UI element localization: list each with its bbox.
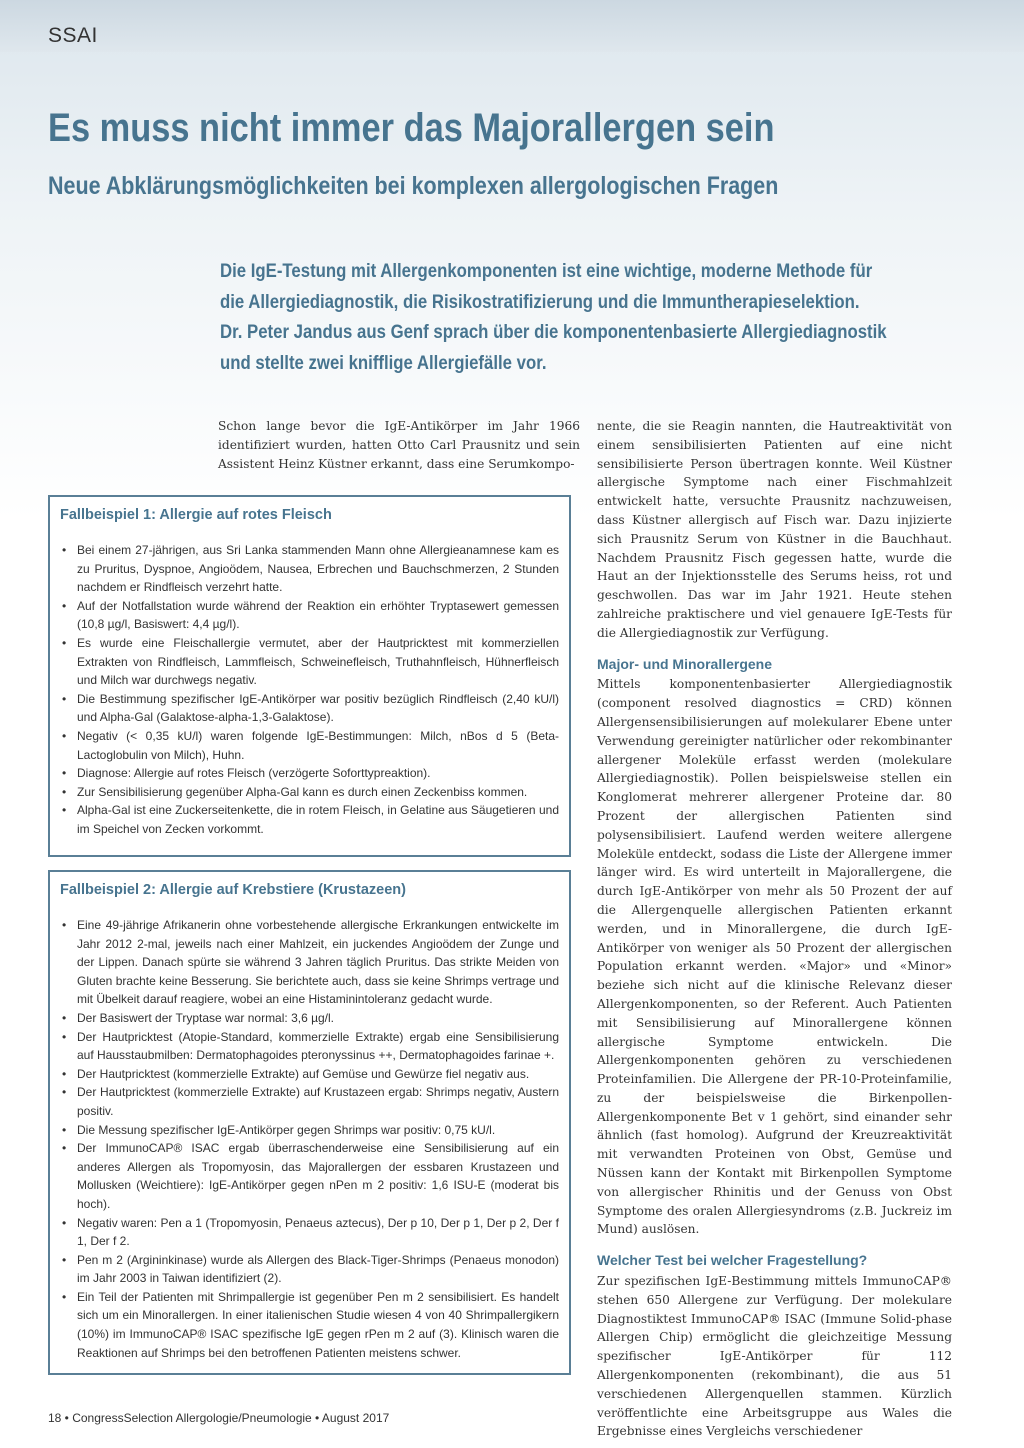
case-box-2 [48, 870, 571, 1375]
list-item: • Negativ (< 0,35 kU/l) waren folgende IgE-Bestimmungen: Milch, nBos d 5 (Beta-Lactoglobulin von Milch), Huhn. [60, 727, 559, 764]
page-footer: 18 • CongressSelection Allergologie/Pneumologie • August 2017 [48, 1411, 390, 1425]
list-item: • Pen m 2 (Argininkinase) wurde als Allergen des Black-Tiger-Shrimps (Penaeus monodon) im Jahr 2003 in Taiwan identifiziert (2). [60, 1251, 559, 1288]
article-title: Es muss nicht immer das Majorallergen sein [48, 106, 775, 150]
case-box-title: Fallbeispiel 1: Allergie auf rotes Fleisch [60, 507, 332, 523]
list-item: • Die Messung spezifischer IgE-Antikörper gegen Shrimps war positiv: 0,75 kU/l. [60, 1121, 559, 1140]
list-item: • Negativ waren: Pen a 1 (Tropomyosin, Penaeus aztecus), Der p 10, Der p 1, Der p 2, Der f 1, Der f 2. [60, 1214, 559, 1251]
list-item: • Der Hautpricktest (kommerzielle Extrakte) auf Gemüse und Gewürze fiel negativ aus. [60, 1065, 559, 1084]
list-item: • Der ImmunoCAP® ISAC ergab überraschenderweise eine Sensibilisierung auf ein anderes Allergen als Tropomyosin, das Majorallergen der essbaren Krustazeen und Mollusken (Weichtiere): IgE-Antikörper gegen nPen m 2 positiv: 1,6 ISU-E (moderat bis hoch). [60, 1139, 559, 1213]
list-item: • Zur Sensibilisierung gegenüber Alpha-Gal kann es durch einen Zeckenbiss kommen. [60, 783, 559, 802]
case-box-list [60, 916, 559, 1362]
case-box-title: Fallbeispiel 2: Allergie auf Krebstiere (Krustazeen) [60, 882, 406, 898]
body-paragraph: nente, die sie Reagin nannten, die Hautreaktivität von einem sensibilisierten Patienten auf eine nicht sensibilisierte Person übertragen konnte. Weil Küstner allergische Symptome nach einer Fischmahlzeit entwickelt hatte, versuchte Prausnitz nachzuweisen, dass Küstner allergisch auf Fisch war. Dazu injizierte sich Prausnitz Serum von Küstner in die Bauchhaut. Nachdem Prausnitz Fisch gegessen hatte, wurde die Haut an der Injektionsstelle des Serums heiss, rot und geschwollen. Das war im Jahr 1921. Heute stehen zahlreiche praktischere und viel genauere IgE-Tests für die Allergiediagnostik zur Verfügung. [597, 419, 952, 640]
case-box-list [60, 541, 559, 839]
intro-paragraph: Schon lange bevor die IgE-Antikörper im Jahr 1966 identifiziert wurden, hatten Otto Carl Prausnitz und sein Assistent Heinz Küstner erkannt, dass eine Serumkompo- [218, 419, 580, 471]
list-item: • Der Hautpricktest (Atopie-Standard, kommerzielle Extrakte) ergab eine Sensibilisierung auf Hausstaubmilben: Dermatophagoides pteronyssinus ++, Dermatophagoides farinae +. [60, 1028, 559, 1065]
section-heading: Major- und Minorallergene [597, 655, 773, 672]
list-item: • Die Bestimmung spezifischer IgE-Antikörper war positiv bezüglich Rindfleisch (2,40 kU/l) und Alpha-Gal (Galaktose-alpha-1,3-Galaktose). [60, 690, 559, 727]
top-bar [0, 0, 1024, 52]
article-lead [220, 256, 925, 378]
section-heading: Welcher Test bei welcher Fragestellung? [597, 1252, 868, 1269]
body-paragraph: Zur spezifischen IgE-Bestimmung mittels ImmunoCAP® stehen 650 Allergene zur Verfügung. Der molekulare Diagnostiktest ImmunoCAP® ISAC (Immune Solid-phase Allergen Chip) ermöglicht die gleichzeitige Messung spezifischer IgE-Antikörper für 112 Allergenkomponenten (rekombinant), die aus 51 verschiedenen Allergenquellen stammen. Kürzlich veröffentlichte eine Arbeitsgruppe aus Wales die Ergebnisse eines Vergleichs verschiedener [597, 1274, 952, 1439]
case-box-1 [48, 495, 571, 857]
section-label: SSAI [48, 24, 98, 47]
lead-line: die Allergiediagnostik, die Risikostratifizierung und die Immuntherapieselektion. [220, 290, 860, 313]
list-item: • Bei einem 27-jährigen, aus Sri Lanka stammenden Mann ohne Allergieanamnese kam es zu Pruritus, Dyspnoe, Angioödem, Nausea, Erbrechen und Bauchschmerzen, 2 Stunden nachdem er Rindfleisch verzehrt hatte. [60, 541, 559, 597]
body-paragraph: Mittels komponentenbasierter Allergiediagnostik (component resolved diagnostics = CRD) können Allergensensibilisierungen auf molekularer Ebene unter Verwendung gereinigter natürlicher oder rekombinanter allergener Moleküle erfasst werden (molekulare Allergiediagnostik). Pollen beispielsweise stellen ein Konglomerat mehrerer allergener Proteine dar. 80 Prozent der allergischen Patienten sind polysensibilisiert. Laufend werden weitere allergene Moleküle entdeckt, sodass die Liste der Allergene immer länger wird. Es wird unterteilt in Majorallergene, die durch IgE-Antikörper von mehr als 50 Prozent der auf die Allergenquelle allergischen Patienten erkannt werden, und in Minorallergene, die durch IgE-Antikörper von weniger als 50 Prozent der allergischen Population erkannt werden. «Major» und «Minor» beziehe sich nicht auf die klinische Relevanz dieser Allergenkomponenten, so der Referent. Auch Patienten mit Sensibilisierung auf Minorallergene können allergische Symptome entwickeln. Die Allergenkomponenten gehören zu verschiedenen Proteinfamilien. Die Allergene der PR-10-Proteinfamilie, zu der beispielsweise die Birkenpollen-Allergenkomponente Bet v 1 gehört, sind einander sehr ähnlich (fast homolog). Aufgrund der Kreuzreaktivität mit verwandten Proteinen von Obst, Gemüse und Nüssen kann der Kontakt mit Birkenpollen Symptome von allergischer Rhinitis und der Genuss von Obst Symptome des oralen Allergiesyndroms (z.B. Juckreiz im Mund) auslösen. [597, 677, 952, 1237]
list-item: • Es wurde eine Fleischallergie vermutet, aber der Hautpricktest mit kommerziellen Extrakten von Rindfleisch, Lammfleisch, Schweinefleisch, Truthahnfleisch, Hühnerfleisch und Milch war durchwegs negativ. [60, 634, 559, 690]
list-item: • Der Hautpricktest (kommerzielle Extrakte) auf Krustazeen ergab: Shrimps negativ, Austern positiv. [60, 1083, 559, 1120]
list-item: • Eine 49-jährige Afrikanerin ohne vorbestehende allergische Erkrankungen entwickelte im Jahr 2012 2-mal, jeweils nach einer Mahlzeit, ein juckendes Angioödem der Zunge und der Lippen. Danach spürte sie während 3 Jahren täglich Pruritus. Das strikte Meiden von Gluten brachte keine Besserung. Sie berichtete auch, dass sie keine Shrimps vertrage und mit Übelkeit darauf reagiere, wobei an eine Histaminintoleranz gedacht wurde. [60, 916, 559, 1009]
article-subtitle: Neue Abklärungsmöglichkeiten bei komplexen allergologischen Fragen [48, 172, 779, 200]
list-item: • Alpha-Gal ist eine Zuckerseitenkette, die in rotem Fleisch, in Gelatine aus Säugetieren und im Speichel von Zecken vorkommt. [60, 801, 559, 838]
lead-line: Dr. Peter Jandus aus Genf sprach über die komponentenbasierte Allergiediagnostik [220, 321, 887, 343]
list-item: • Diagnose: Allergie auf rotes Fleisch (verzögerte Soforttypreaktion). [60, 764, 559, 783]
right-column [597, 417, 952, 1441]
lead-line: Die IgE-Testung mit Allergenkomponenten ist eine wichtige, moderne Methode für [220, 260, 873, 282]
list-item: • Auf der Notfallstation wurde während der Reaktion ein erhöhter Tryptasewert gemessen (10,8 µg/l, Basiswert: 4,4 µg/l). [60, 597, 559, 634]
lead-line: und stellte zwei knifflige Allergiefälle vor. [220, 351, 547, 374]
list-item: • Der Basiswert der Tryptase war normal: 3,6 µg/l. [60, 1009, 559, 1028]
list-item: • Ein Teil der Patienten mit Shrimpallergie ist gegenüber Pen m 2 sensibilisiert. Es handelt sich um ein Minorallergen. In einer italienischen Studie wiesen 4 von 40 Shrimpallergikern (10%) im ImmunoCAP® ISAC spezifische IgE gegen rPen m 2 auf (3). Klinisch waren die Reaktionen auf Shrimps bei den betroffenen Patienten meistens schwer. [60, 1288, 559, 1362]
